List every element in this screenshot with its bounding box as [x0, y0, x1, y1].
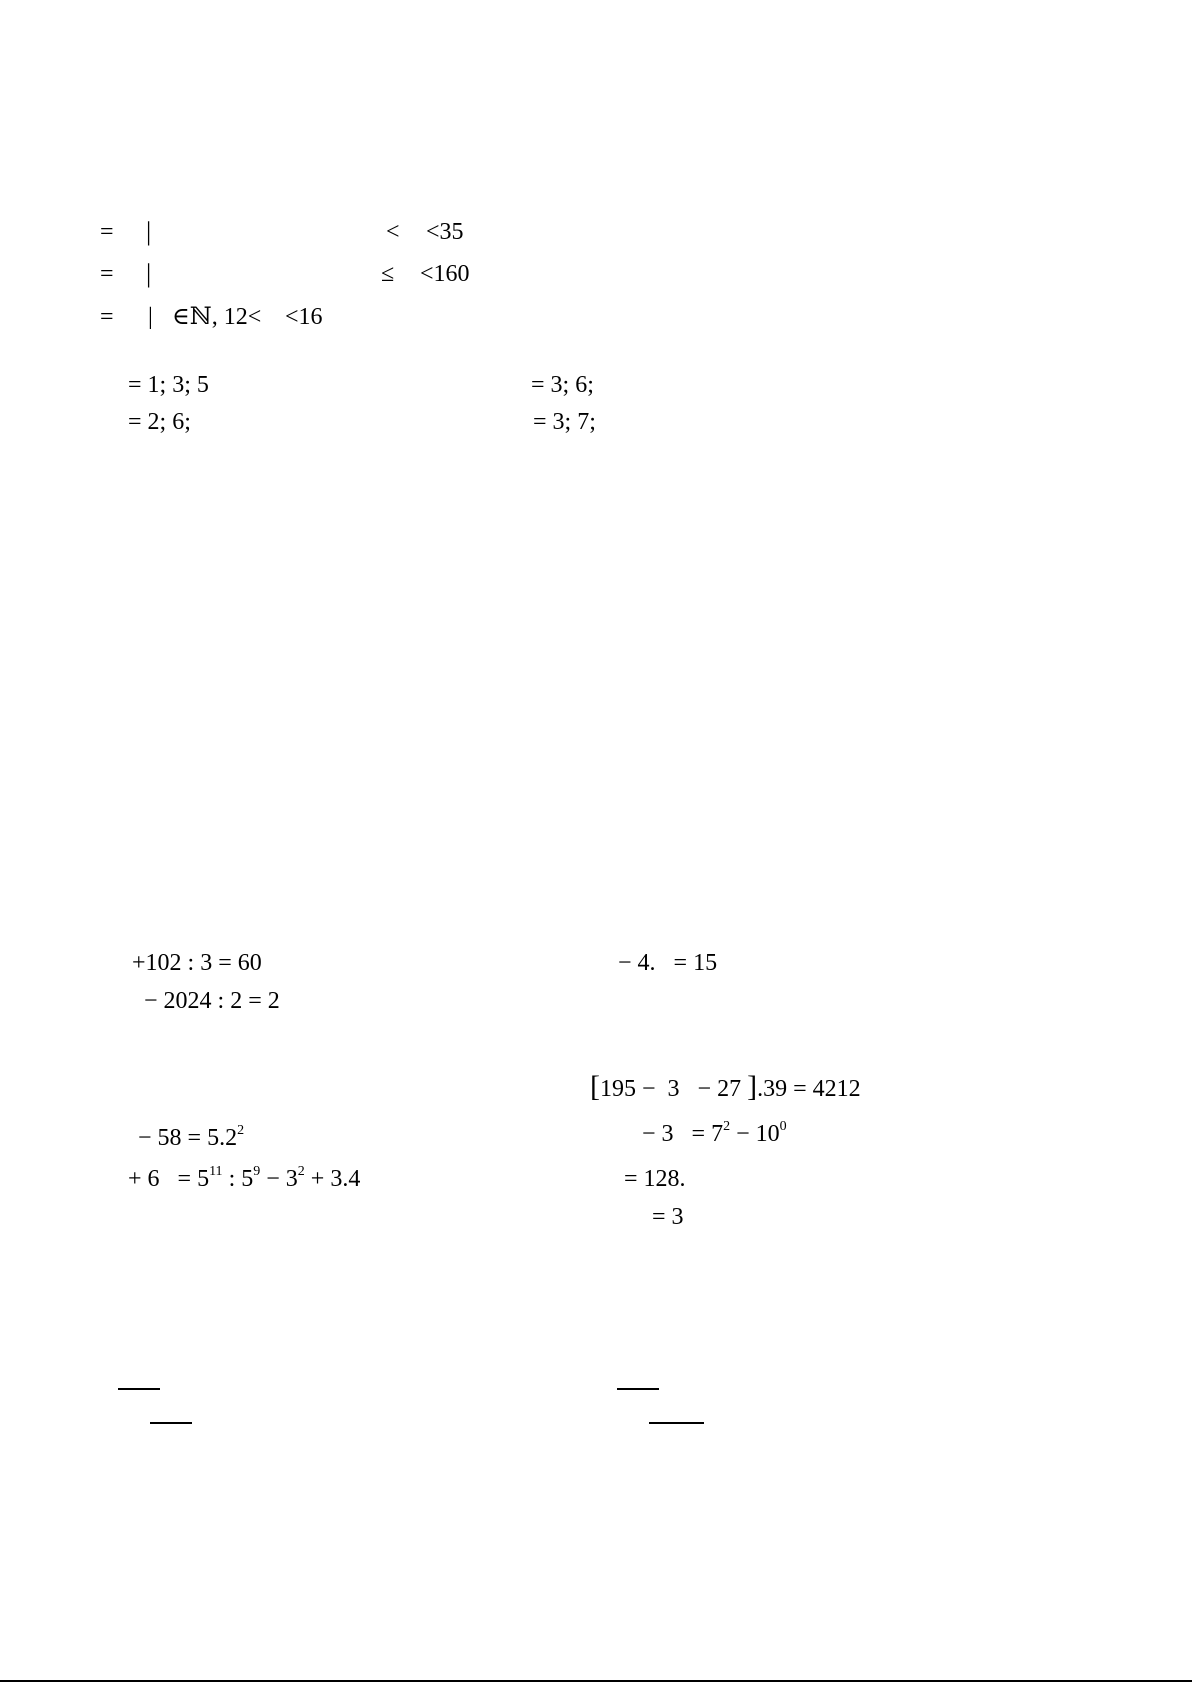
equation-6-exp-3: 2: [297, 1164, 305, 1179]
equation-6-part-a: + 6 = 5: [128, 1166, 210, 1192]
equation-5: [138, 1124, 244, 1152]
equation-8: = 128.: [624, 1166, 686, 1192]
set3-bound: <16: [285, 304, 323, 330]
set3-membership: ∈ℕ, 12<: [172, 304, 262, 330]
bracket-close: ]: [747, 1070, 758, 1103]
page-bottom-rule: [0, 1680, 1192, 1682]
equation-4-body: 195 − 3 − 27: [600, 1076, 748, 1102]
equation-6-exp-2: 9: [253, 1164, 261, 1179]
equation-5-base: − 58 = 5.2: [138, 1125, 238, 1151]
set2-equals: =: [100, 261, 114, 287]
listed-set-d: = 3; 7;: [533, 409, 596, 435]
bracket-open: [: [590, 1070, 600, 1103]
set2-bar: |: [146, 259, 152, 288]
equation-4-tail: .39 = 4212: [757, 1076, 861, 1102]
set3-bar: |: [148, 304, 153, 330]
equation-1: +102 : 3 = 60: [132, 950, 262, 976]
set1-relation: <: [386, 219, 400, 245]
equation-7-exp-2: 0: [779, 1119, 787, 1134]
set1-equals: =: [100, 219, 114, 245]
equation-2: − 2024 : 2 = 2: [144, 988, 280, 1014]
equation-6-part-b: : 5: [222, 1166, 254, 1192]
fraction-bar-2: [150, 1422, 192, 1424]
fraction-bar-1: [118, 1388, 160, 1390]
equation-6-exp-1: 11: [209, 1164, 223, 1179]
equation-7: [642, 1120, 787, 1148]
equation-9: = 3: [652, 1204, 684, 1230]
listed-set-c: = 3; 6;: [531, 372, 594, 398]
listed-set-a: = 1; 3; 5: [128, 372, 209, 398]
equation-7-exp-1: 2: [723, 1119, 731, 1134]
equation-6-part-c: − 3: [260, 1166, 298, 1192]
equation-4: [590, 1070, 861, 1103]
equation-6: [128, 1165, 360, 1193]
set3-equals: =: [100, 304, 114, 330]
equation-3: − 4. = 15: [618, 950, 718, 976]
equation-6-part-d: + 3.4: [304, 1166, 361, 1192]
equation-7-part-a: − 3 = 7: [642, 1121, 724, 1147]
listed-set-b: = 2; 6;: [128, 409, 191, 435]
set2-relation: ≤: [381, 261, 395, 287]
equation-5-exponent: 2: [237, 1123, 245, 1138]
equation-7-part-b: − 10: [730, 1121, 780, 1147]
fraction-bar-4: [649, 1422, 704, 1424]
set1-bound: <35: [426, 219, 464, 245]
fraction-bar-3: [617, 1388, 659, 1390]
set2-bound: <160: [420, 261, 470, 287]
set1-bar: |: [146, 217, 152, 246]
